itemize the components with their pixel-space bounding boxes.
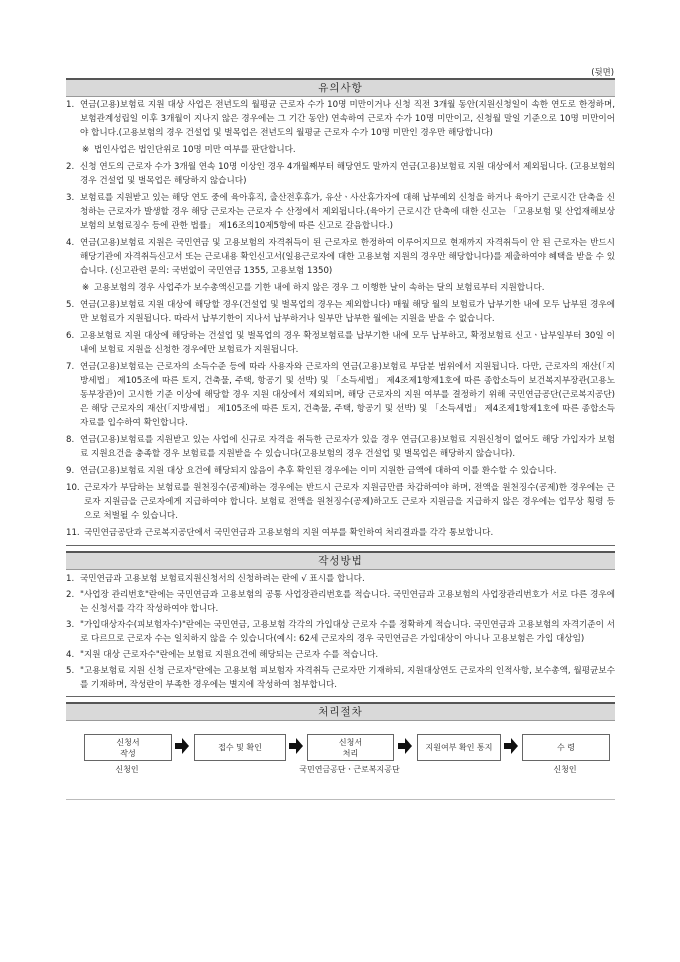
note-remark-text: 고용보험의 경우 사업주가 보수총액신고를 기한 내에 하지 않은 경우 그 이행한 날이 속하는 달의 보험료부터 지원합니다. [94, 283, 545, 293]
note-number: 5. [66, 300, 75, 310]
howto-text: "가입대상자수(피보험자수)"란에는 국민연금, 고용보험 각각의 가입대상 근로자 수를 정확하게 적습니다. 국민연금과 고용보험의 자격기준이 서로 다르므로 근로자 수는 일치하지 않을 수 있습니다(예시: 62세 근로자의 경우 국민연금은 가입대상이 아니나 고용보험은 가입 대상임) [80, 620, 615, 644]
form-back-page [66, 78, 615, 800]
note-text: 근로자가 부담하는 보험료를 원천징수(공제)하는 경우에는 반드시 근로자 지원금만큼 차감하여야 하며, 전액을 원천징수(공제)한 경우에는 근로자 지원금을 근로자에게 지급하여야 합니다. 보험료 전액을 원천징수(공제)하고도 근로자 지원금을 지급하지 않은 경우에는 업무상 횡령 등으로 처벌될 수 있습니다. [84, 483, 615, 521]
howto-text: "고용보험료 지원 신청 근로자"란에는 고용보험 피보험자 자격취득 근로자만 기재하되, 지원대상연도 근로자의 인적사항, 보수총액, 월평균보수를 기재하며, 작성란이 부족한 경우에는 별지에 작성하여 첨부합니다. [80, 666, 615, 690]
note-remark [82, 143, 615, 157]
howto-item [66, 588, 615, 616]
procedure-step-label: 지원여부 확인 통지 [425, 743, 493, 752]
note-text: 연금(고용)보험료를 지원받고 있는 사업에 신규로 자격을 취득한 근로자가 있을 경우 연금(고용)보험료 지원신청이 없어도 해당 가입자가 보험료 지원요건을 충족할 경우 보험료를 지원받을 수 있습니다(고용보험의 경우 건설업 및 벌목업은 해당하지 않습니다). [80, 435, 615, 459]
notes-heading: 유의사항 [66, 78, 615, 97]
howto-item [66, 664, 615, 692]
note-number: 10. [66, 483, 80, 493]
note-item [66, 481, 615, 523]
note-number: 6. [66, 331, 75, 341]
note-text: 신청 연도의 근로자 수가 3개월 연속 10명 이상인 경우 4개월째부터 해당연도 말까지 연금(고용)보험료 지원 대상에서 제외됩니다. (고용보험의 경우 건설업 및 벌목업은 해당하지 않습니다) [80, 162, 615, 186]
note-item [66, 298, 615, 326]
note-item [66, 526, 615, 540]
howto-text: 국민연금과 고용보험 보험료지원신청서의 신청하려는 란에 √ 표시를 합니다. [80, 574, 365, 584]
howto-number: 3. [66, 620, 75, 630]
arrow-right-icon [398, 738, 412, 754]
procedure-actor-label: 국민연금공단ㆍ근로복지공단 [299, 765, 400, 774]
note-number: 11. [66, 528, 80, 538]
howto-number: 4. [66, 650, 75, 660]
note-number: 2. [66, 162, 75, 172]
note-number: 8. [66, 435, 75, 445]
procedure-step-label: 수 령 [557, 743, 575, 752]
note-number: 3. [66, 193, 75, 203]
arrow-right-icon [289, 738, 303, 754]
howto-number: 5. [66, 666, 75, 676]
howto-heading: 작성방법 [66, 551, 615, 570]
note-remark-text: 법인사업은 법인단위로 10명 미만 여부를 판단합니다. [94, 145, 296, 155]
howto-item [66, 618, 615, 646]
note-item [66, 329, 615, 357]
arrow-right-icon [504, 738, 518, 754]
note-item [66, 191, 615, 233]
note-item [66, 433, 615, 461]
note-text: 연금(고용)보험료는 근로자의 소득수준 등에 따라 사용자와 근로자의 연금(고용)보험료 부담분 범위에서 지원됩니다. 다만, 근로자의 재산(「지방세법」 제105조에 따른 토지, 건축물, 주택, 항공기 및 선박) 및 「소득세법」 제4조제1항제1호에 따른 종합소득이 보건복지부장관(고용노동부장관)이 고시한 기준 이상에 해당할 경우 지원 대상에서 제외되며, 해당 근로자의 지원 여부를 결정하기 위해 국민연금공단(근로복지공단)은 해당 근로자의 재산(「지방세법」 제105조에 따른 토지, 건축물, 주택, 항공기 및 선박) 및 「소득세법」 제4조제1항제1호에 따른 종합소득 자료를 입수하여 확인합니다. [80, 362, 615, 428]
procedure-step-label: 신청서 처리 [338, 737, 363, 758]
procedure-step-box [522, 734, 610, 761]
note-text: 연금(고용)보험료 지원 대상 사업은 전년도의 월평균 근로자 수가 10명 미만이거나 신청 직전 3개월 동안(지원신청일이 속한 연도로 한정하며, 보험관계성립일 이후 3개월이 지나지 않은 경우에는 그 기간 동안) 연속하여 근로자 수가 10명 미만이고, 신청월 말일 기준으로 10명 미만이어야 합니다.(고용보험의 경우 건설업 및 벌목업은 전년도의 월평균 근로자 수가 10명 미만인 경우만 해당합니다) [80, 100, 615, 138]
note-item [66, 98, 615, 140]
howto-number: 1. [66, 574, 75, 584]
note-remark [82, 281, 615, 295]
reference-mark-icon: ※ [82, 283, 90, 293]
note-number: 1. [66, 100, 75, 110]
procedure-heading: 처리절차 [66, 702, 615, 721]
note-text: 연금(고용)보험료 지원은 국민연금 및 고용보험의 자격취득이 된 근로자로 한정하여 이루어지므로 현재까지 자격취득이 안 된 근로자는 반드시 해당기관에 자격취득신고서 또는 근로내용 확인신고서(일용근로자에 대한 고용보험 지원의 경우만 해당합니다)를 제출하여야 혜택을 받을 수 있습니다. (신고관련 문의: 국번없이 국민연금 1355, 고용보험 1350) [80, 238, 615, 276]
procedure-step-box [307, 734, 394, 761]
procedure-step-label: 신청서 작성 [116, 737, 140, 758]
note-text: 고용보험료 지원 대상에 해당하는 건설업 및 벌목업의 경우 확정보험료를 납부기한 내에 모두 납부하고, 확정보험료 신고ㆍ납부일부터 30일 이내에 보험료 지원을 신청한 경우에만 보험료가 지원됩니다. [80, 331, 615, 355]
howto-number: 2. [66, 590, 75, 600]
note-number: 7. [66, 362, 75, 372]
howto-item [66, 572, 615, 586]
note-item [66, 464, 615, 478]
note-number: 9. [66, 466, 75, 476]
procedure-step-box [84, 734, 172, 761]
note-text: 보험료를 지원받고 있는 해당 연도 중에 육아휴직, 출산전후휴가, 유산ㆍ사산휴가자에 대해 납부예외 신청을 하거나 육아기 근로시간 단축을 신청하는 근로자가 발생할 경우 해당 근로자는 근로자 수 산정에서 제외됩니다.(육아기 근로시간 단축에 대한 신고는 「고용보험 및 산업재해보상보험의 보험료징수 등에 관한 법률」 제16조의10제5항에 따른 신고로 갈음합니다.) [80, 193, 615, 231]
procedure-actor-label: 신청인 [115, 765, 139, 774]
note-text: 연금(고용)보험료 지원 대상 요건에 해당되지 않음이 추후 확인된 경우에는 이미 지원한 금액에 대하여 이를 환수할 수 있습니다. [80, 466, 557, 476]
note-item [66, 160, 615, 188]
reference-mark-icon: ※ [82, 145, 90, 155]
procedure-step-box [194, 734, 286, 761]
note-text: 국민연금공단과 근로복지공단에서 국민연금과 고용보험의 지원 여부를 확인하여 처리결과를 각각 통보합니다. [84, 528, 494, 538]
note-text: 연금(고용)보험료 지원 대상에 해당할 경우(건설업 및 벌목업의 경우는 제외합니다) 매월 해당 월의 보험료가 납부기한 내에 모두 납부된 경우에만 보험료가 지원됩니다. 따라서 납부기한이 지나서 납부하거나 일부만 납부한 월에는 지원을 받을 수 없습니다. [80, 300, 615, 324]
howto-list [66, 570, 615, 697]
howto-text: "지원 대상 근로자수"란에는 보험료 지원요건에 해당되는 근로자 수를 적습니다. [80, 650, 379, 660]
note-item [66, 236, 615, 278]
arrow-right-icon [175, 738, 189, 754]
howto-item [66, 648, 615, 662]
procedure-step-label: 접수 및 확인 [218, 743, 262, 752]
page-side-label: (뒷면) [591, 67, 614, 77]
note-item [66, 360, 615, 430]
procedure-actor-label: 신청인 [553, 765, 577, 774]
notes-list [66, 97, 615, 546]
note-number: 4. [66, 238, 75, 248]
procedure-step-box [417, 734, 501, 761]
howto-text: "사업장 관리번호"란에는 국민연금과 고용보험의 공통 사업장관리번호를 적습니다. 국민연금과 고용보험의 사업장관리번호가 서로 다른 경우에는 신청서를 각각 작성하여야 합니다. [80, 590, 615, 614]
procedure-flow [66, 721, 615, 800]
